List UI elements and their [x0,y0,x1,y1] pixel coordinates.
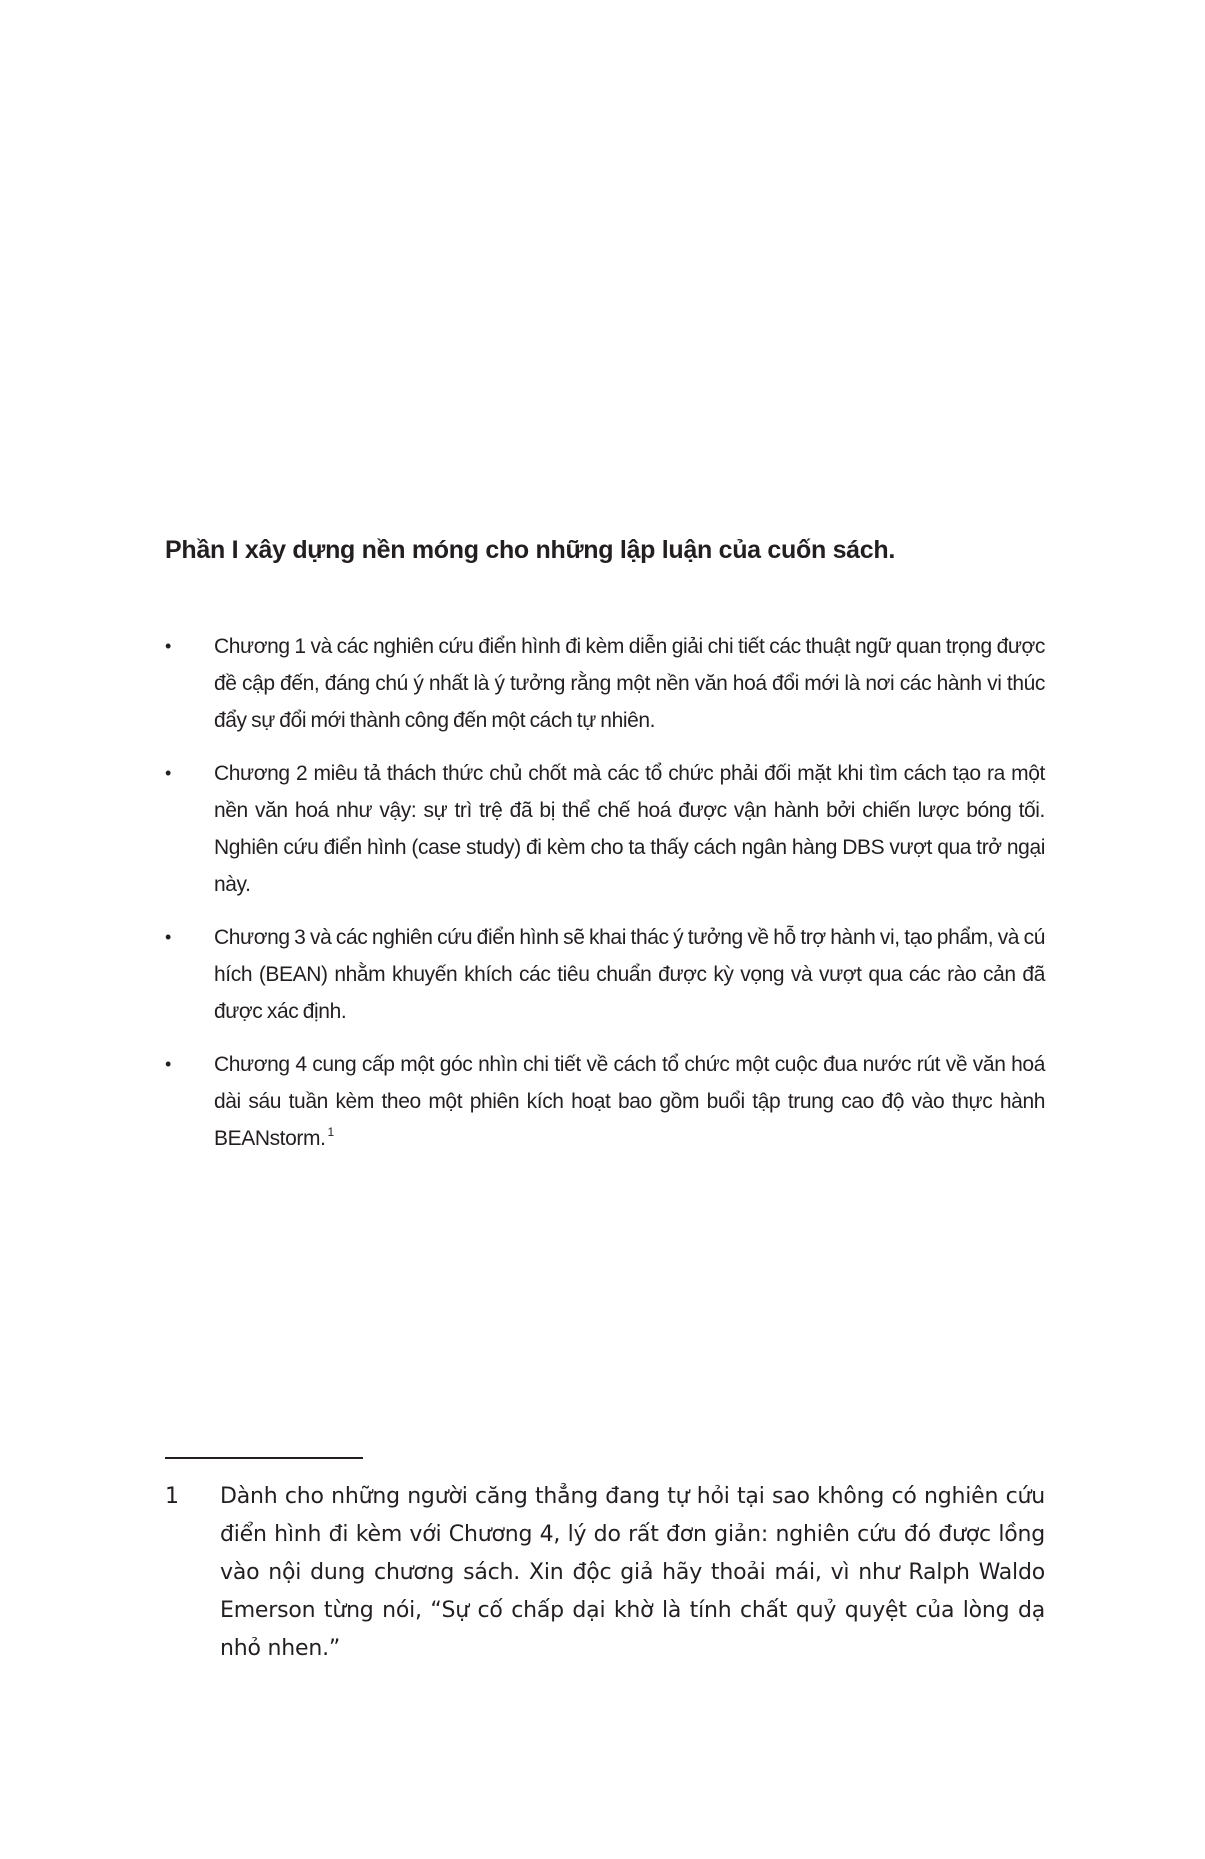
bullet-marker: • [165,927,171,947]
list-item-text: Chương 1 và các nghiên cứu điển hình đi kèm diễn giải chi tiết các thuật ngữ quan trọng được đề cập đến, đáng chú ý nhất là ý tưởng rằng một nền văn hoá đổi mới là nơi các hành vi thúc đẩy sự đổi mới thành công đến một cách tự nhiên. [214,635,1045,732]
list-item [165,628,1045,739]
bullet-marker: • [165,763,171,783]
chapter-list [165,628,1045,1173]
list-item-text: Chương 3 và các nghiên cứu điển hình sẽ khai thác ý tưởng về hỗ trợ hành vi, tạo phẩm, và cú hích (BEAN) nhằm khuyến khích các tiêu chuẩn được kỳ vọng và vượt qua các rào cản đã được xác định. [214,926,1045,1023]
footnote [165,1478,1045,1668]
list-item-text: Chương 4 cung cấp một góc nhìn chi tiết về cách tổ chức một cuộc đua nước rút về văn hoá dài sáu tuần kèm theo một phiên kích hoạt bao gồm buổi tập trung cao độ vào thực hành BEANstorm. [214,1053,1045,1150]
list-item-text: Chương 2 miêu tả thách thức chủ chốt mà các tổ chức phải đối mặt khi tìm cách tạo ra một nền văn hoá như vậy: sự trì trệ đã bị thể chế hoá được vận hành bởi chiến lược bóng tối. Nghiên cứu điển hình (case study) đi kèm cho ta thấy cách ngân hàng DBS vượt qua trở ngại này. [214,762,1045,896]
bullet-marker: • [165,1054,171,1074]
list-item [165,919,1045,1030]
list-item [165,755,1045,903]
bullet-marker: • [165,636,171,656]
footnote-reference: 1 [327,1125,334,1139]
section-heading: Phần I xây dựng nền móng cho những lập luận của cuốn sách. [165,536,896,564]
footnote-number: 1 [165,1484,179,1509]
footnote-text: Dành cho những người căng thẳng đang tự hỏi tại sao không có nghiên cứu điển hình đi kèm với Chương 4, lý do rất đơn giản: nghiên cứu đó được lồng vào nội dung chương sách. Xin độc giả hãy thoải mái, vì như Ralph Waldo Emerson từng nói, “Sự cố chấp dại khờ là tính chất quỷ quyệt của lòng dạ nhỏ nhen.” [220,1484,1045,1661]
footnote-divider [165,1457,363,1459]
list-item [165,1046,1045,1157]
